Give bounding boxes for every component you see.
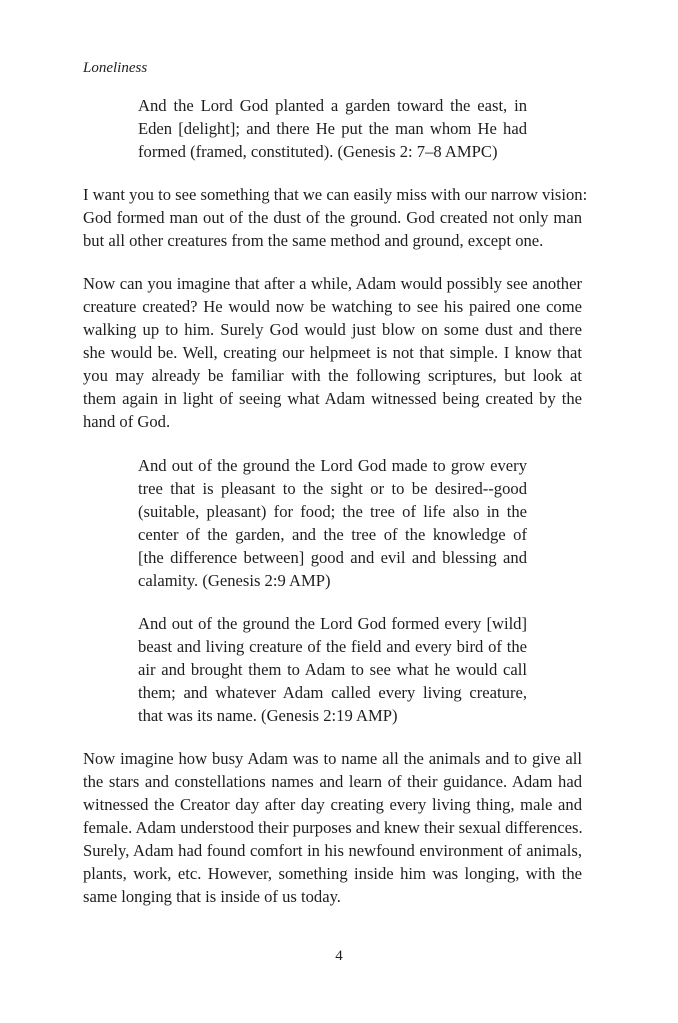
page-number: 4 [335,948,343,964]
block-quote-genesis-2-19 [138,612,527,727]
text-line: hand of God. [83,412,171,431]
text-line: same longing that is inside of us today. [83,887,341,906]
text-line: them; and whatever Adam called every living creature, [138,683,527,702]
text-line: the stars and constellations names and learn of their guidance. Adam had [83,772,582,791]
text-line: Now imagine how busy Adam was to name all the animals and to give all [83,749,582,768]
text-line: beast and living creature of the field and every bird of the [138,637,527,656]
text-line: And the Lord God planted a garden toward the east, in [138,96,527,115]
text-line: Now can you imagine that after a while, Adam would possibly see another [83,274,582,293]
paragraph-1 [83,183,588,252]
text-line: them again in light of seeing what Adam witnessed being created by the [83,389,582,408]
text-line: walking up to him. Surely God would just blow on some dust and there [83,320,582,339]
text-line: you may already be familiar with the following scriptures, but look at [83,366,582,385]
text-line: Eden [delight]; and there He put the man whom He had [138,119,527,138]
text-line: tree that is pleasant to the sight or to be desired--good [138,479,527,498]
text-line: but all other creatures from the same method and ground, except one. [83,231,544,250]
text-line: she would be. Well, creating our helpmeet is not that simple. I know that [83,343,582,362]
text-line: formed (framed, constituted). (Genesis 2: 7–8 AMPC) [138,142,498,161]
text-line: that was its name. (Genesis 2:19 AMP) [138,706,398,725]
text-line: And out of the ground the Lord God made to grow every [138,456,527,475]
paragraph-3 [83,747,582,908]
text-line: air and brought them to Adam to see what he would call [138,660,527,679]
text-line: (suitable, pleasant) for food; the tree of life also in the [138,502,527,521]
block-quote-genesis-2-7-8 [138,94,527,163]
text-line: God formed man out of the dust of the ground. God created not only man [83,208,582,227]
running-head: Loneliness [83,60,148,76]
text-line: I want you to see something that we can easily miss with our narrow vision: [83,185,588,204]
text-line: center of the garden, and the tree of the knowledge of [138,525,527,544]
text-line: witnessed the Creator day after day creating every living thing, male and [83,795,582,814]
text-line: plants, work, etc. However, something inside him was longing, with the [83,864,582,883]
text-line: calamity. (Genesis 2:9 AMP) [138,571,331,590]
block-quote-genesis-2-9 [138,454,527,592]
paragraph-2 [83,272,582,433]
text-line: [the difference between] good and evil and blessing and [138,548,527,567]
text-line: female. Adam understood their purposes and knew their sexual differences. [83,818,583,837]
text-line: creature created? He would now be watching to see his paired one come [83,297,582,316]
text-line: And out of the ground the Lord God formed every [wild] [138,614,527,633]
text-line: Surely, Adam had found comfort in his newfound environment of animals, [83,841,582,860]
